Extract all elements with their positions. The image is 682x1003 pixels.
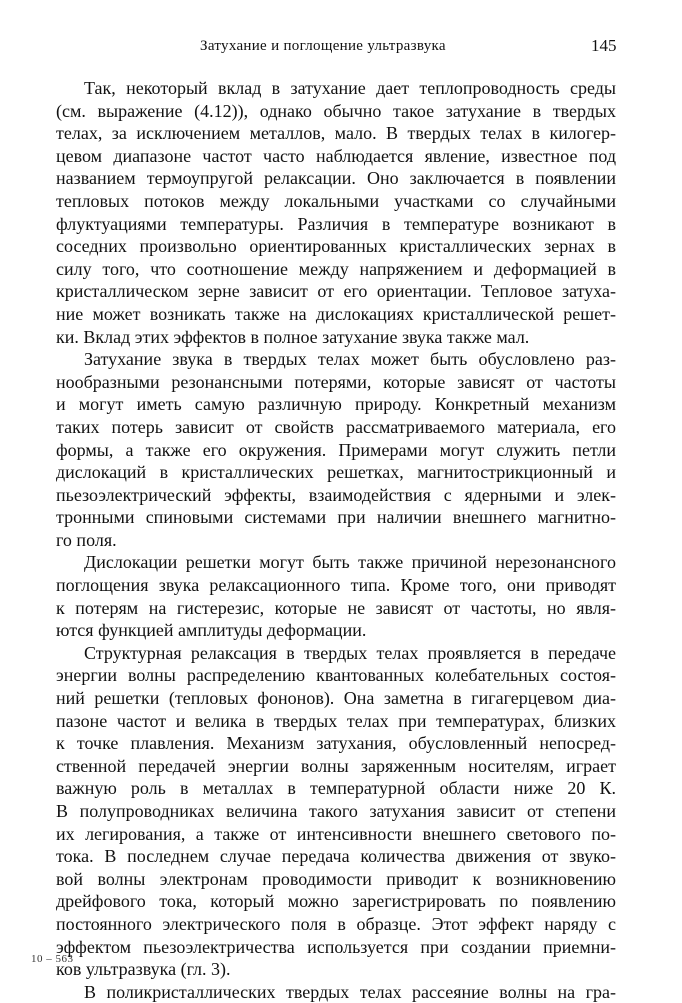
text-line: тока. В последнем случае передача количества движения от звуко-: [56, 846, 616, 867]
text-line: поглощения звука релаксационного типа. Кроме того, они приводят: [56, 575, 616, 596]
text-line: цевом диапазоне частот часто наблюдается явление, известное под: [56, 145, 616, 166]
text-line: Так, некоторый вклад в затухание дает теплопроводность среды: [84, 78, 616, 98]
text-line: их легирования, а также от интенсивности внешнего светового по-: [56, 823, 616, 844]
text-line: тепловых потоков между локальными участками со случайными: [56, 190, 616, 211]
text-line: названием термоупругой релаксации. Оно заключается в появлении: [56, 168, 616, 189]
text-line: ки. Вклад этих эффектов в полное затухание звука также мал.: [56, 326, 530, 347]
running-title: Затухание и поглощение ультразвука: [200, 38, 446, 54]
paragraph: [56, 551, 616, 641]
text-line: к точке плавления. Механизм затухания, обусловленный непосред-: [56, 733, 616, 754]
paragraph: [56, 348, 616, 551]
text-line: пазоне частот и велика в твердых телах при температурах, близких: [56, 710, 616, 731]
text-line: телах, за исключением металлов, мало. В твердых телах в килогер-: [56, 123, 616, 144]
text-line: флуктуациями температуры. Различия в температуре возникают в: [56, 213, 616, 234]
text-line: дислокаций в кристаллических решетках, магнитострикционный и: [56, 462, 616, 483]
text-line: ний решетки (тепловых фононов). Она заметна в гигагерцевом диа-: [56, 688, 616, 709]
page-number: 145: [591, 36, 617, 55]
text-line: формы, а также его окружения. Примерами могут служить петли: [56, 439, 616, 460]
text-line: дрейфового тока, который можно зарегистрировать по появлению: [56, 891, 616, 912]
text-line: силу того, что соотношение между напряжением и деформацией в: [56, 258, 616, 279]
text-line: Дислокации решетки могут быть также причиной нерезонансного: [84, 552, 616, 573]
paragraph: [56, 642, 616, 981]
text-line: кристаллическом зерне зависит от его ориентации. Тепловое затуха-: [56, 281, 616, 302]
body-text: [56, 77, 616, 1003]
text-line: В поликристаллических твердых телах рассеяние волны на гра-: [84, 981, 616, 1002]
text-line: нообразными резонансными потерями, которые зависят от частоты: [56, 371, 616, 392]
text-line: ются функцией амплитуды деформации.: [56, 620, 367, 641]
text-line: важную роль в металлах в температурной области ниже 20 К.: [56, 778, 616, 799]
paragraph: [56, 77, 616, 348]
text-line: ние может возникать также на дислокациях кристаллической решет-: [56, 303, 616, 324]
text-line: соседних произвольно ориентированных кристаллических зернах в: [56, 236, 616, 257]
text-line: тронными спиновыми системами при наличии внешнего магнитно-: [56, 507, 616, 528]
text-line: (см. выражение (4.12)), однако обычно такое затухание в твердых: [56, 100, 616, 121]
text-line: вой волны электронам проводимости приводит к возникновению: [56, 868, 616, 889]
text-line: В полупроводниках величина такого затухания зависит от степени: [56, 801, 616, 821]
text-line: постоянного электрического поля в образце. Этот эффект наряду с: [56, 913, 616, 934]
text-line: энергии волны распределению квантованных колебательных состоя-: [56, 665, 616, 686]
text-line: Затухание звука в твердых телах может быть обусловлено раз-: [84, 349, 616, 370]
text-line: эффектом пьезоэлектричества используется при создании приемни-: [56, 936, 616, 957]
text-line: таких потерь зависит от свойств рассматриваемого материала, его: [56, 416, 616, 437]
text-line: го поля.: [56, 529, 117, 550]
text-line: ков ультразвука (гл. 3).: [56, 959, 231, 980]
text-line: и могут иметь самую различную природу. Конкретный механизм: [56, 394, 616, 415]
text-line: к потерям на гистерезис, которые не зависят от частоты, но явля-: [56, 597, 616, 618]
printer-signature-mark: 10 – 563: [31, 953, 74, 965]
text-line: пьезоэлектрический эффекты, взаимодействия с ядерными и элек-: [56, 484, 616, 505]
text-line: ственной передачей энергии волны заряженным носителям, играет: [56, 755, 616, 776]
text-line: Структурная релаксация в твердых телах проявляется в передаче: [84, 642, 616, 663]
